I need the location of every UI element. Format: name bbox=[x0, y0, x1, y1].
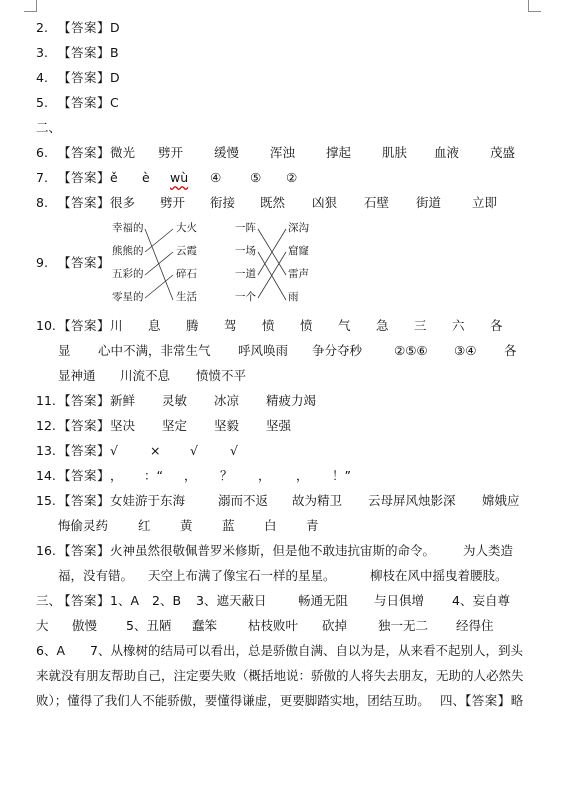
item-number: 10. bbox=[36, 318, 56, 333]
word: 坚强 bbox=[266, 418, 292, 433]
word: 衔接 bbox=[210, 195, 236, 210]
word: 凶狠 bbox=[312, 195, 338, 210]
answer-value: 略 bbox=[510, 693, 524, 708]
answer-tag: 【答案】 bbox=[465, 693, 511, 708]
char: 急 bbox=[376, 318, 389, 333]
paragraph-text: 来就没有朋友帮助自己，注定要失败（概括地说：骄傲的人将失去朋友，无助的人必然失 bbox=[36, 668, 524, 683]
answer-tag: 【答案】 bbox=[58, 255, 111, 270]
match-mid-word: 生活 bbox=[176, 291, 197, 303]
char: 息 bbox=[148, 318, 161, 333]
sentence: 为人类造 bbox=[463, 543, 514, 558]
answer-value: 枯枝败叶 bbox=[248, 618, 299, 633]
punctuation: ：“ bbox=[144, 468, 163, 483]
color-word: 红 bbox=[138, 518, 151, 533]
color-word: 蓝 bbox=[222, 518, 235, 533]
answer-value: C bbox=[110, 95, 119, 110]
answer-tag: 【答案】 bbox=[58, 195, 111, 210]
punctuation: ！” bbox=[332, 468, 351, 483]
answer-tag: 【答案】 bbox=[58, 593, 111, 608]
answer-value: 5、丑陋 bbox=[126, 618, 172, 633]
section-3-line-1 bbox=[36, 591, 535, 611]
answer-16 bbox=[36, 541, 535, 561]
punctuation: ， bbox=[184, 468, 197, 483]
punctuation: ， bbox=[296, 468, 309, 483]
choice: ④ bbox=[210, 170, 222, 185]
word: 肌肤 bbox=[382, 145, 408, 160]
phrase: 故为精卫 bbox=[292, 493, 343, 508]
match-right-a-word: 一道 bbox=[235, 268, 256, 280]
phrase: 川流不息 bbox=[120, 368, 171, 383]
word: 浑浊 bbox=[270, 145, 296, 160]
choice: ②⑤⑥ bbox=[394, 343, 428, 358]
char: 腾 bbox=[186, 318, 199, 333]
answer-value: 蠢笨 bbox=[192, 618, 218, 633]
answer-10 bbox=[36, 316, 535, 336]
section-3-line-4 bbox=[36, 666, 535, 686]
answer-tag: 【答案】 bbox=[58, 20, 111, 35]
phrase: 云母屏风烛影深 bbox=[368, 493, 456, 508]
answer-value: 独一无二 bbox=[378, 618, 429, 633]
char: 三 bbox=[414, 318, 427, 333]
color-word: 青 bbox=[306, 518, 319, 533]
answer-value: 大 bbox=[36, 618, 49, 633]
word: 坚定 bbox=[162, 418, 188, 433]
answer-tag: 【答案】 bbox=[58, 145, 111, 160]
char: 六 bbox=[452, 318, 465, 333]
mark: × bbox=[150, 443, 161, 458]
word: 坚毅 bbox=[214, 418, 240, 433]
answer-value: 与日俱增 bbox=[374, 593, 425, 608]
word: 血液 bbox=[434, 145, 460, 160]
answer-tag: 【答案】 bbox=[58, 45, 111, 60]
match-right-b-word: 雷声 bbox=[288, 268, 309, 280]
mark: √ bbox=[190, 443, 198, 458]
word: 劈开 bbox=[160, 195, 186, 210]
word: 茂盛 bbox=[490, 145, 516, 160]
color-word: 白 bbox=[264, 518, 277, 533]
item-number: 8. bbox=[36, 195, 48, 210]
section-title: 四、 bbox=[440, 693, 466, 708]
word: 街道 bbox=[416, 195, 442, 210]
sentence: 柳枝在风中摇曳着腰肢。 bbox=[370, 568, 508, 583]
choice: ⑤ bbox=[250, 170, 262, 185]
section-3-line-3 bbox=[36, 641, 535, 661]
match-left-word: 幸福的 bbox=[112, 222, 144, 234]
answer-value: 经得住 bbox=[456, 618, 494, 633]
color-word: 黄 bbox=[180, 518, 193, 533]
match-right-a-word: 一个 bbox=[235, 291, 256, 303]
word: 微光 bbox=[110, 145, 136, 160]
word: 精疲力竭 bbox=[266, 393, 317, 408]
word: 石壁 bbox=[364, 195, 390, 210]
answer-10-line-2 bbox=[58, 341, 535, 361]
char: 愤 bbox=[300, 318, 313, 333]
phrase: 呼风唤雨 bbox=[238, 343, 289, 358]
match-left-word: 熊熊的 bbox=[112, 245, 144, 257]
section-title: 二、 bbox=[36, 120, 62, 135]
phrase: 女娃游于东海 bbox=[110, 493, 186, 508]
match-line bbox=[145, 229, 173, 300]
match-left-word: 五彩的 bbox=[112, 268, 144, 280]
item-number: 13. bbox=[36, 443, 56, 458]
section-3-line-5 bbox=[36, 691, 535, 711]
match-right-a-word: 一场 bbox=[235, 245, 256, 257]
answer-value: D bbox=[110, 70, 120, 85]
pinyin: è bbox=[142, 170, 150, 185]
phrase: 争分夺秒 bbox=[312, 343, 363, 358]
answer-value: 畅通无阻 bbox=[298, 593, 349, 608]
item-number: 7. bbox=[36, 170, 48, 185]
answer-value: 2、B bbox=[152, 593, 182, 608]
match-line bbox=[145, 252, 173, 275]
answer-tag: 【答案】 bbox=[58, 443, 111, 458]
answer-16-line-2 bbox=[58, 566, 535, 586]
choice: ③④ bbox=[454, 343, 477, 358]
pinyin: wù bbox=[170, 170, 189, 185]
sentence: 天空上布满了像宝石一样的星星。 bbox=[148, 568, 336, 583]
item-number: 15. bbox=[36, 493, 56, 508]
sentence: 火神虽然很敬佩普罗米修斯，但是他不敢违抗宙斯的命令。 bbox=[110, 543, 436, 558]
section-title: 三、 bbox=[36, 593, 62, 608]
word: 劈开 bbox=[158, 145, 184, 160]
answer-11 bbox=[36, 391, 535, 411]
item-number: 16. bbox=[36, 543, 56, 558]
answer-10-line-3 bbox=[58, 366, 535, 386]
word: 冰凉 bbox=[214, 393, 240, 408]
word: 缓慢 bbox=[214, 145, 240, 160]
answer-tag: 【答案】 bbox=[58, 95, 111, 110]
word: 灵敏 bbox=[162, 393, 188, 408]
char: 各 bbox=[504, 343, 517, 358]
item-number: 4. bbox=[36, 70, 48, 85]
match-left-word: 零星的 bbox=[112, 291, 144, 303]
word: 立即 bbox=[472, 195, 498, 210]
char: 各 bbox=[490, 318, 503, 333]
answer-tag: 【答案】 bbox=[58, 318, 111, 333]
answer-value: 砍掉 bbox=[322, 618, 348, 633]
match-mid-word: 大火 bbox=[176, 222, 197, 234]
punctuation: ， bbox=[110, 468, 123, 483]
word: 撑起 bbox=[326, 145, 352, 160]
word: 坚决 bbox=[110, 418, 136, 433]
answer-tag: 【答案】 bbox=[58, 493, 111, 508]
char: 气 bbox=[338, 318, 351, 333]
word: 很多 bbox=[110, 195, 136, 210]
answer-value: 傲慢 bbox=[72, 618, 98, 633]
answer-value: B bbox=[110, 45, 119, 60]
answer-15-line-2 bbox=[58, 516, 535, 536]
answer-14 bbox=[36, 466, 535, 486]
phrase: 嫦娥应 bbox=[482, 493, 520, 508]
match-right-b-word: 深沟 bbox=[288, 222, 309, 234]
answer-15 bbox=[36, 491, 535, 511]
phrase: 溺而不返 bbox=[218, 493, 269, 508]
word: 新鲜 bbox=[110, 393, 136, 408]
item-number: 14. bbox=[36, 468, 56, 483]
item-number: 5. bbox=[36, 95, 48, 110]
item-number: 6. bbox=[36, 145, 48, 160]
answer-tag: 【答案】 bbox=[58, 170, 111, 185]
match-right-b-word: 窟窿 bbox=[288, 245, 309, 257]
sentence: 福，没有错。 bbox=[58, 568, 134, 583]
answer-value: 3、遮天蔽日 bbox=[196, 593, 267, 608]
answer-tag: 【答案】 bbox=[58, 418, 111, 433]
answer-13 bbox=[36, 441, 535, 461]
paragraph-text: 败）；懂得了我们人不能骄傲，要懂得谦虚，更要脚踏实地，团结互助。 bbox=[36, 693, 430, 708]
pinyin: ě bbox=[110, 170, 118, 185]
char: 愤 bbox=[262, 318, 275, 333]
mark: √ bbox=[110, 443, 118, 458]
char: 川 bbox=[110, 318, 123, 333]
match-line bbox=[145, 275, 173, 298]
char: 驾 bbox=[224, 318, 237, 333]
answer-12 bbox=[36, 416, 535, 436]
answer-tag: 【答案】 bbox=[58, 393, 111, 408]
answer-tag: 【答案】 bbox=[58, 468, 111, 483]
item-number: 2. bbox=[36, 20, 48, 35]
match-right-a-word: 一阵 bbox=[235, 222, 256, 234]
answer-value: 1、A bbox=[110, 593, 140, 608]
item-number: 11. bbox=[36, 393, 56, 408]
phrase: 愤愤不平 bbox=[196, 368, 247, 383]
section-3-line-2 bbox=[36, 616, 535, 636]
answer-tag: 【答案】 bbox=[58, 543, 111, 558]
match-mid-word: 云霞 bbox=[176, 245, 197, 257]
word: 既然 bbox=[260, 195, 286, 210]
item-number: 3. bbox=[36, 45, 48, 60]
item-number: 12. bbox=[36, 418, 56, 433]
paragraph-text: 6、A 7、从橡树的结局可以看出，总是骄傲自满、自以为是，从来看不起别人，到头 bbox=[36, 643, 523, 658]
match-mid-word: 碎石 bbox=[176, 268, 197, 280]
mark: √ bbox=[230, 443, 238, 458]
match-right-b-word: 雨 bbox=[288, 291, 299, 303]
phrase: 悔偷灵药 bbox=[58, 518, 109, 533]
punctuation: ， bbox=[258, 468, 271, 483]
choice: ② bbox=[286, 170, 298, 185]
punctuation: ？ bbox=[220, 468, 233, 483]
answer-value: 4、妄自尊 bbox=[452, 593, 510, 608]
answer-value: D bbox=[110, 20, 120, 35]
phrase: 心中不满，非常生气 bbox=[98, 343, 211, 358]
answer-tag: 【答案】 bbox=[58, 70, 111, 85]
char: 显 bbox=[58, 343, 71, 358]
phrase: 显神通 bbox=[58, 368, 96, 383]
item-number: 9. bbox=[36, 255, 48, 270]
